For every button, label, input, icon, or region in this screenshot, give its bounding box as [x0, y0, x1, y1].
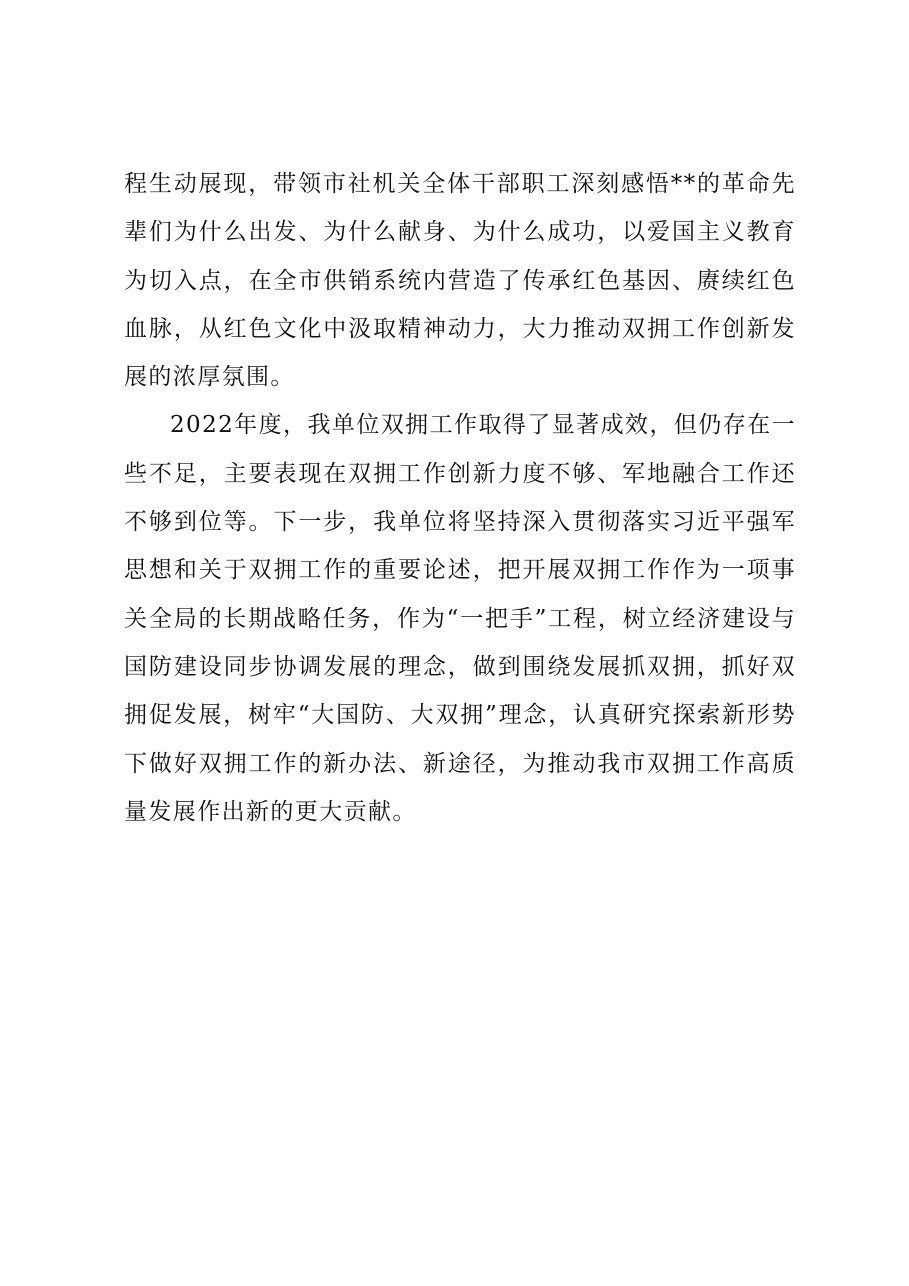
paragraph-continuation: 程生动展现，带领市社机关全体干部职工深刻感悟**的革命先辈们为什么出发、为什么献身、为什么成功，以爱国主义教育为切入点，在全市供销系统内营造了传承红色基因、赓续红色血脉，从红色文化中汲取精神动力，大力推动双拥工作创新发展的浓厚氛围。	[124, 171, 796, 391]
paragraph-summary: 2022年度，我单位双拥工作取得了显著成效，但仍存在一些不足，主要表现在双拥工作创新力度不够、军地融合工作还不够到位等。下一步，我单位将坚持深入贯彻落实习近平强军思想和关于双拥工作的重要论述，把开展双拥工作作为一项事关全局的长期战略任务，作为“一把手”工程，树立经济建设与国防建设同步协调发展的理念，做到围绕发展抓双拥，抓好双拥促发展，树牢“大国防、大双拥”理念，认真研究探索新形势下做好双拥工作的新办法、新途径，为推动我市双拥工作高质量发展作出新的更大贡献。	[124, 412, 796, 825]
document-body	[124, 160, 796, 836]
